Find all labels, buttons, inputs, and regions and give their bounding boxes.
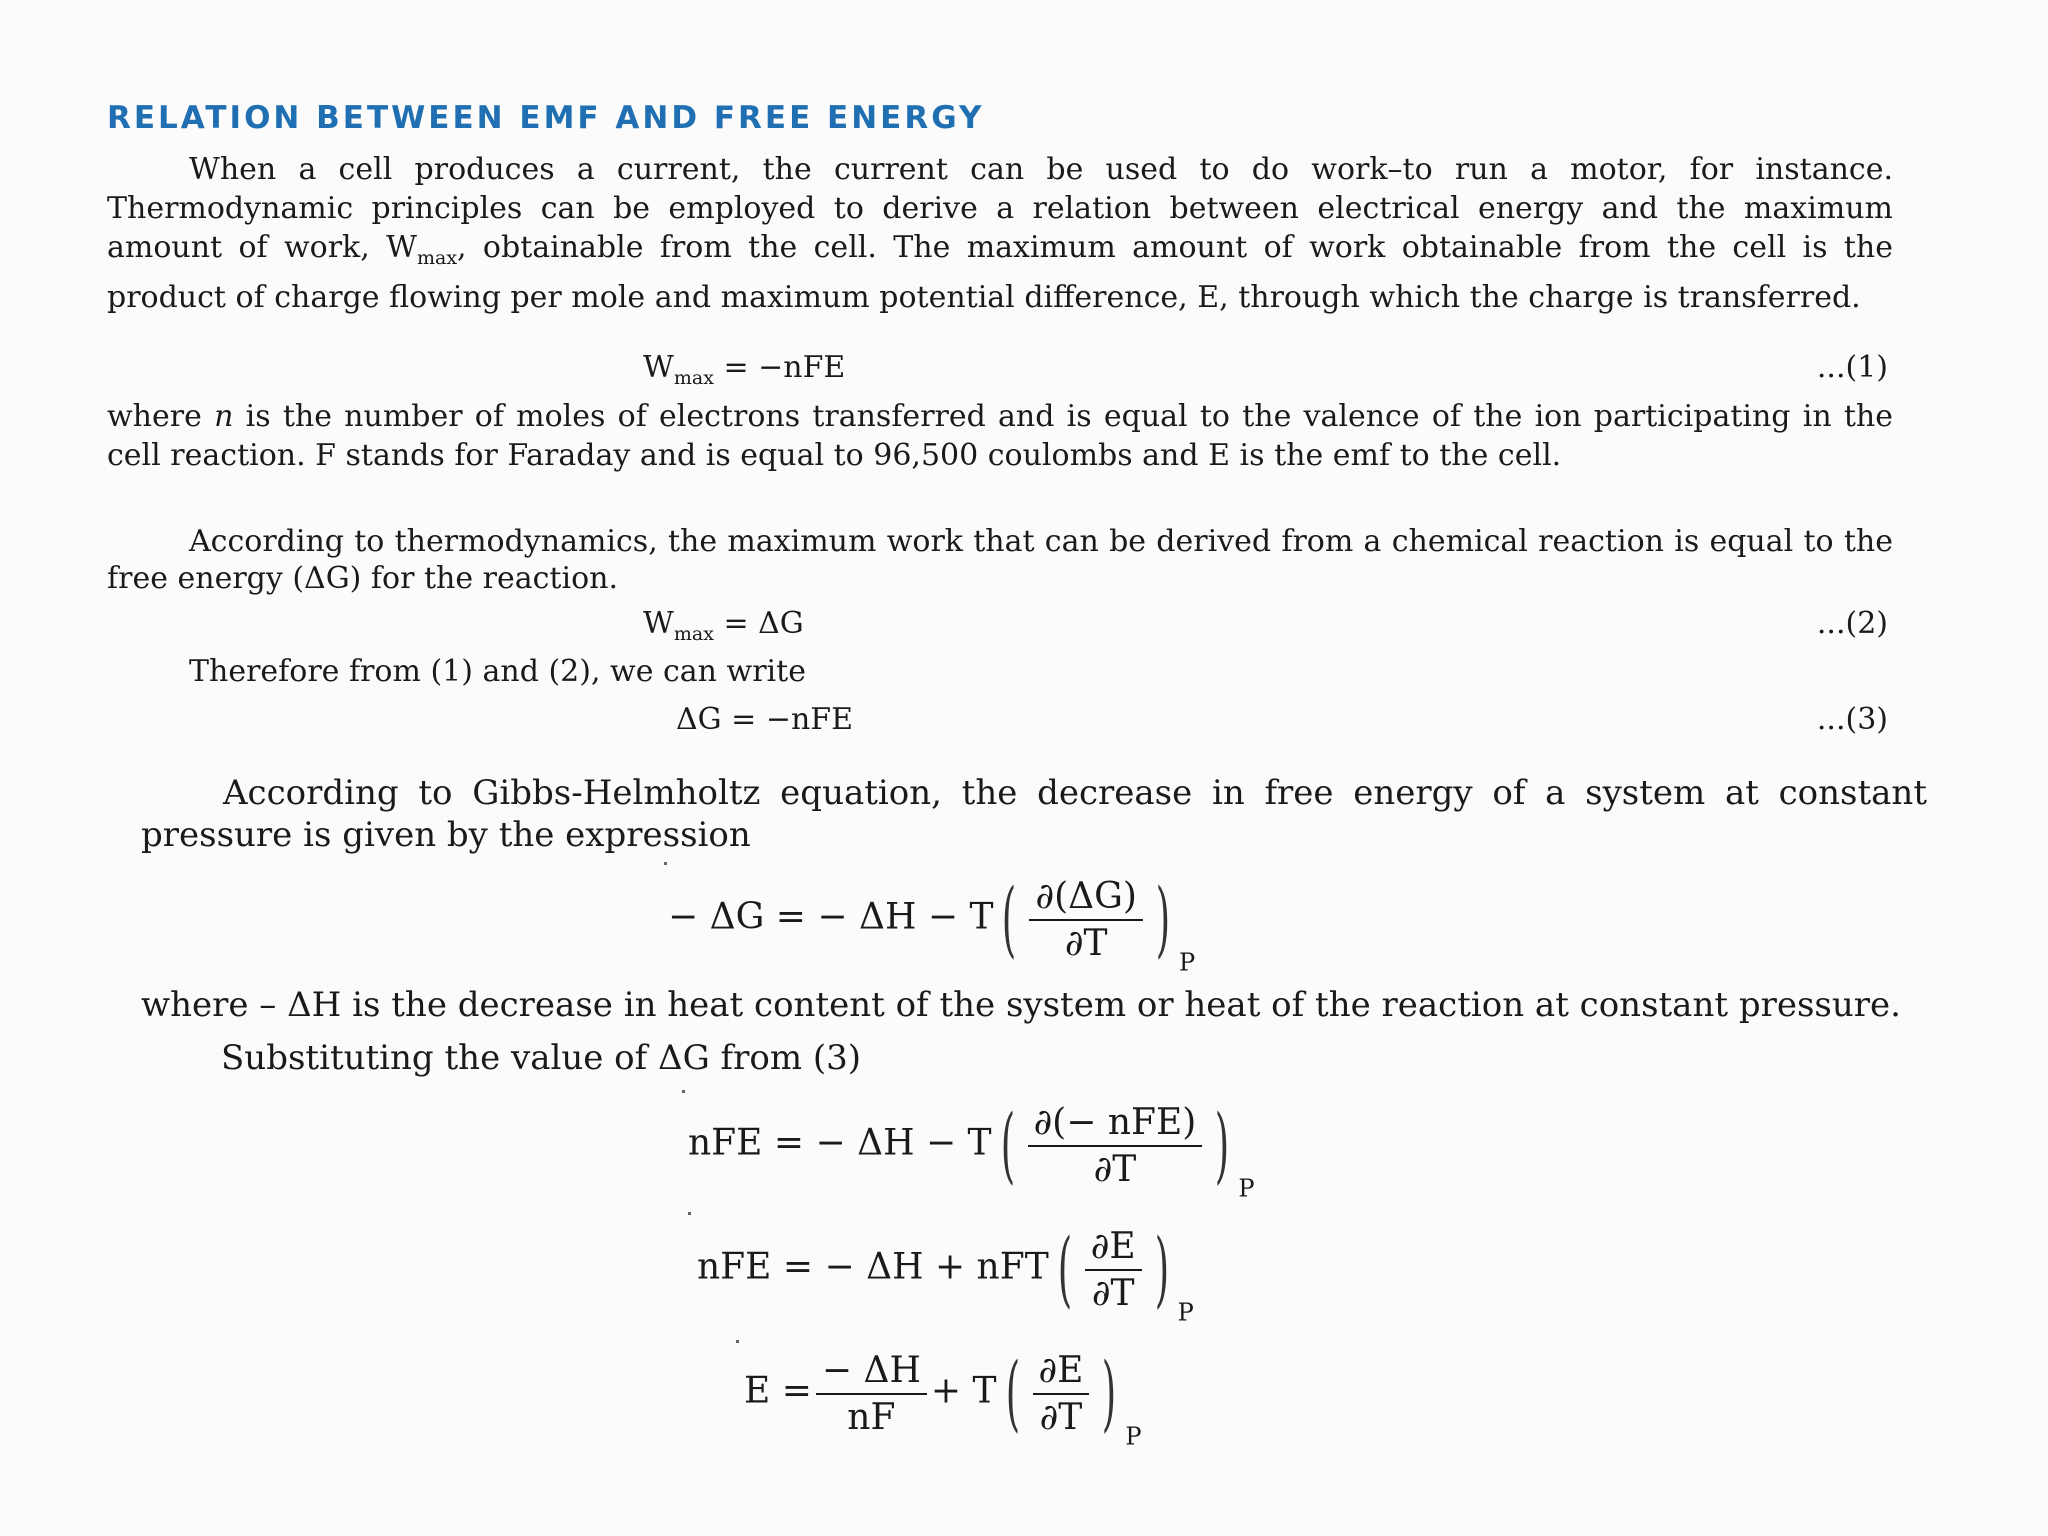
- equation-6: nFE = − ΔH + nFT ( $\frac{\partial E}{\partial T}$ ) $_P$: [697, 1222, 1194, 1327]
- definition-paragraph: where n is the number of moles of electrons transferred and is equal to the valence of the ion participating in the cell reaction. F stands for Faraday and is equal to 96,500 coulombs and E is the emf to the cell.: [107, 399, 1893, 473]
- stray-dot: [736, 1340, 739, 1343]
- equation-7: E = $\frac{- \Delta H}{nF}$ + T ( $\frac{\partial E}{\partial T}$ ) $_P$: [744, 1346, 1142, 1451]
- enthalpy-definition: where – ΔH is the decrease in heat content of the system or heat of the reaction at constant pressure.: [141, 985, 1901, 1025]
- section-heading: RELATION BETWEEN EMF AND FREE ENERGY: [107, 100, 985, 136]
- equation-1: $W_{max} = -nFE$: [643, 350, 846, 389]
- stray-dot: [682, 1090, 685, 1093]
- equation-2: $W_{max} = \Delta G$: [643, 606, 804, 645]
- equation-2-label: ...(2): [1816, 606, 1888, 641]
- gibbs-helmholtz-paragraph: According to Gibbs-Helmholtz equation, the decrease in free energy of a system at constant pressure is given by the expression: [141, 773, 1927, 855]
- equation-1-label: ...(1): [1816, 350, 1888, 385]
- therefore-line: Therefore from (1) and (2), we can write: [189, 654, 806, 689]
- stray-dot: [688, 1212, 691, 1215]
- thermo-paragraph: According to thermodynamics, the maximum work that can be derived from a chemical reaction is equal to the free energy (ΔG) for the reaction.: [107, 524, 1893, 596]
- equation-3-label: ...(3): [1816, 702, 1888, 737]
- equation-3: ΔG = −nFE: [676, 702, 854, 737]
- substituting-line: Substituting the value of ΔG from (3): [221, 1038, 862, 1078]
- gibbs-helmholtz-equation: − ΔG = − ΔH − T ( $\frac{\partial(\Delta G)}{\partial T}$ ) $_P$: [668, 872, 1196, 977]
- stray-dot: [664, 862, 667, 865]
- equation-5: nFE = − ΔH − T ( $\frac{\text{∂(− nFE)}}{\partial T}$ ) $_P$: [688, 1098, 1255, 1203]
- intro-paragraph: When a cell produces a current, the current can be used to do work–to run a motor, for instance. Thermodynamic principles can be employed to derive a relation between electrical energy and the maximum amount of work, $W_{max}$, obtainable from the cell. The maximum amount of work obtainable from the cell is the product of charge flowing per mole and maximum potential difference, E, through which the charge is transferred.: [107, 152, 1894, 315]
